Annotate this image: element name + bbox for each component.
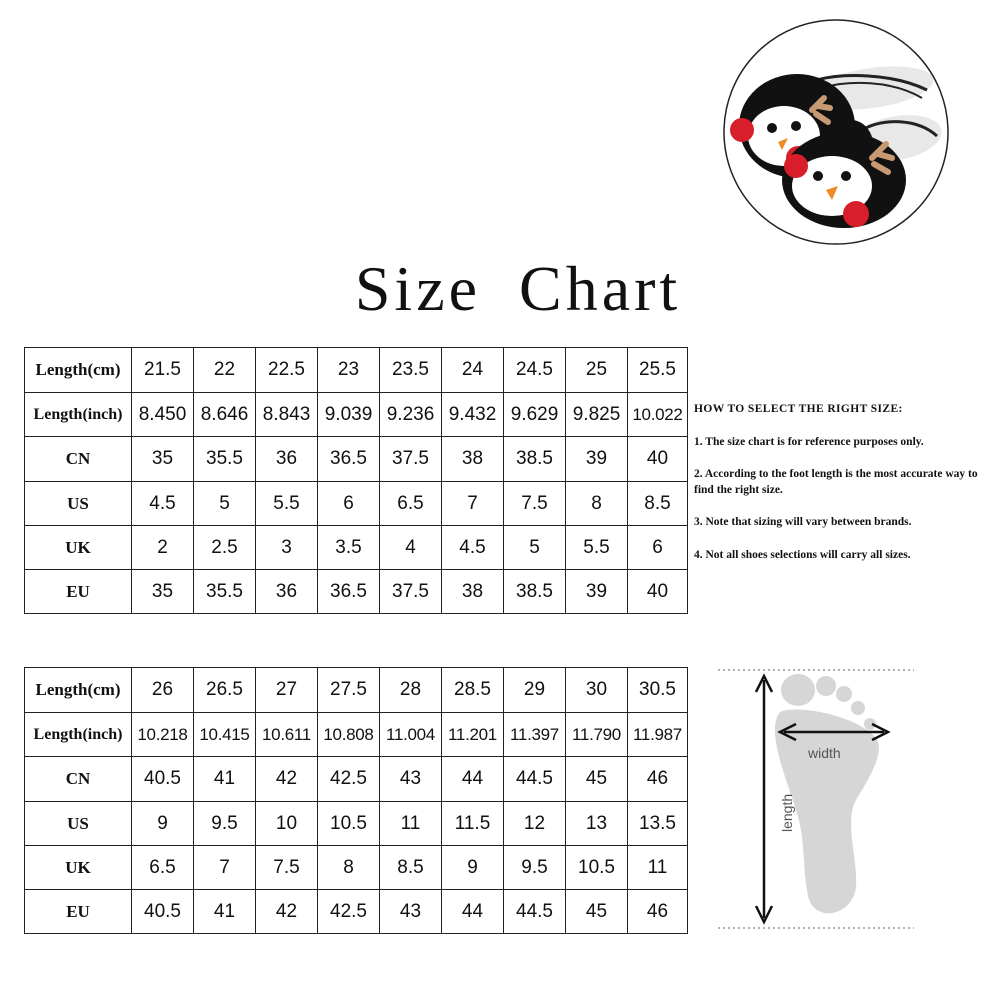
size-cell: 45 <box>566 890 628 934</box>
size-cell: 40 <box>628 570 688 614</box>
size-cell: 40 <box>628 437 688 482</box>
size-cell: 11.790 <box>566 713 628 757</box>
size-cell: 8 <box>318 846 380 890</box>
size-cell: 42.5 <box>318 890 380 934</box>
size-cell: 24.5 <box>504 348 566 393</box>
length-arrow <box>756 676 772 922</box>
size-cell: 4.5 <box>132 482 194 526</box>
size-cell: 7.5 <box>256 846 318 890</box>
size-cell: 10.611 <box>256 713 318 757</box>
size-cell: 13 <box>566 802 628 846</box>
size-table-2 <box>24 667 688 934</box>
size-cell: 9 <box>132 802 194 846</box>
row-label: UK <box>25 526 132 570</box>
size-cell: 38.5 <box>504 437 566 482</box>
size-cell: 39 <box>566 570 628 614</box>
size-table-1 <box>24 347 688 614</box>
size-cell: 3 <box>256 526 318 570</box>
row-label: EU <box>25 570 132 614</box>
size-cell: 46 <box>628 757 688 802</box>
size-cell: 38 <box>442 437 504 482</box>
size-cell: 29 <box>504 668 566 713</box>
size-row <box>25 570 688 614</box>
size-row <box>25 757 688 802</box>
size-cell: 41 <box>194 890 256 934</box>
how-to-step-1: 1. The size chart is for reference purposes only. <box>694 435 924 448</box>
size-cell: 24 <box>442 348 504 393</box>
size-cell: 12 <box>504 802 566 846</box>
size-cell: 8.646 <box>194 393 256 437</box>
page-title: Size Chart <box>354 253 682 324</box>
size-cell: 3.5 <box>318 526 380 570</box>
size-cell: 44.5 <box>504 890 566 934</box>
size-cell: 11.5 <box>442 802 504 846</box>
how-to-select-section <box>694 402 1000 580</box>
size-cell: 46 <box>628 890 688 934</box>
size-cell: 44.5 <box>504 757 566 802</box>
size-cell: 9 <box>442 846 504 890</box>
size-cell: 9.825 <box>566 393 628 437</box>
width-label: width <box>808 745 841 761</box>
size-cell: 38 <box>442 570 504 614</box>
size-cell: 7 <box>194 846 256 890</box>
size-cell: 6.5 <box>380 482 442 526</box>
size-cell: 42 <box>256 757 318 802</box>
size-cell: 22.5 <box>256 348 318 393</box>
size-cell: 36.5 <box>318 437 380 482</box>
size-cell: 21.5 <box>132 348 194 393</box>
size-cell: 11.397 <box>504 713 566 757</box>
size-cell: 45 <box>566 757 628 802</box>
size-cell: 35 <box>132 437 194 482</box>
size-cell: 35.5 <box>194 570 256 614</box>
size-cell: 26 <box>132 668 194 713</box>
row-label: US <box>25 802 132 846</box>
size-cell: 25.5 <box>628 348 688 393</box>
size-cell: 9.236 <box>380 393 442 437</box>
size-cell: 9.039 <box>318 393 380 437</box>
size-cell: 11.201 <box>442 713 504 757</box>
size-cell: 11 <box>380 802 442 846</box>
size-cell: 8.843 <box>256 393 318 437</box>
size-cell: 10 <box>256 802 318 846</box>
size-row <box>25 846 688 890</box>
row-label: UK <box>25 846 132 890</box>
size-cell: 10.415 <box>194 713 256 757</box>
size-cell: 36 <box>256 570 318 614</box>
size-cell: 40.5 <box>132 890 194 934</box>
product-photo <box>722 18 950 246</box>
foot-measurement-diagram <box>718 660 918 932</box>
size-cell: 22 <box>194 348 256 393</box>
row-label: Length(inch) <box>25 393 132 437</box>
size-cell: 4 <box>380 526 442 570</box>
row-label: CN <box>25 437 132 482</box>
size-cell: 8 <box>566 482 628 526</box>
size-cell: 8.5 <box>380 846 442 890</box>
size-cell: 40.5 <box>132 757 194 802</box>
size-cell: 35 <box>132 570 194 614</box>
size-cell: 43 <box>380 890 442 934</box>
foot-icon <box>775 674 879 913</box>
size-cell: 44 <box>442 890 504 934</box>
size-cell: 27.5 <box>318 668 380 713</box>
size-cell: 28 <box>380 668 442 713</box>
size-cell: 10.022 <box>628 393 688 437</box>
size-cell: 30.5 <box>628 668 688 713</box>
size-cell: 10.5 <box>566 846 628 890</box>
size-cell: 9.432 <box>442 393 504 437</box>
size-cell: 36.5 <box>318 570 380 614</box>
size-cell: 5 <box>504 526 566 570</box>
how-to-step-2: 2. According to the foot length is the most accurate way to find the right size. <box>694 468 978 496</box>
size-cell: 11 <box>628 846 688 890</box>
size-cell: 10.808 <box>318 713 380 757</box>
size-row <box>25 482 688 526</box>
size-cell: 28.5 <box>442 668 504 713</box>
size-row <box>25 348 688 393</box>
size-cell: 42 <box>256 890 318 934</box>
size-cell: 38.5 <box>504 570 566 614</box>
row-label: Length(cm) <box>25 668 132 713</box>
size-cell: 5 <box>194 482 256 526</box>
size-cell: 10.5 <box>318 802 380 846</box>
size-cell: 25 <box>566 348 628 393</box>
size-cell: 11.987 <box>628 713 688 757</box>
size-cell: 37.5 <box>380 437 442 482</box>
size-cell: 26.5 <box>194 668 256 713</box>
size-row <box>25 437 688 482</box>
row-label: Length(inch) <box>25 713 132 757</box>
size-cell: 5.5 <box>256 482 318 526</box>
size-cell: 35.5 <box>194 437 256 482</box>
size-cell: 9.5 <box>194 802 256 846</box>
size-cell: 23.5 <box>380 348 442 393</box>
size-row <box>25 802 688 846</box>
size-cell: 9.629 <box>504 393 566 437</box>
size-cell: 37.5 <box>380 570 442 614</box>
size-row <box>25 393 688 437</box>
size-cell: 7 <box>442 482 504 526</box>
size-cell: 9.5 <box>504 846 566 890</box>
row-label: US <box>25 482 132 526</box>
size-cell: 42.5 <box>318 757 380 802</box>
size-cell: 44 <box>442 757 504 802</box>
how-to-step-3: 3. Note that sizing will vary between brands. <box>694 516 912 529</box>
size-cell: 11.004 <box>380 713 442 757</box>
size-row <box>25 890 688 934</box>
size-cell: 13.5 <box>628 802 688 846</box>
how-to-step-4: 4. Not all shoes selections will carry all sizes. <box>694 548 911 561</box>
size-cell: 6.5 <box>132 846 194 890</box>
size-cell: 2 <box>132 526 194 570</box>
row-label: EU <box>25 890 132 934</box>
size-row <box>25 526 688 570</box>
size-row <box>25 713 688 757</box>
size-cell: 27 <box>256 668 318 713</box>
size-cell: 8.5 <box>628 482 688 526</box>
size-cell: 10.218 <box>132 713 194 757</box>
size-cell: 6 <box>318 482 380 526</box>
length-label: length <box>779 793 795 832</box>
size-cell: 6 <box>628 526 688 570</box>
size-cell: 7.5 <box>504 482 566 526</box>
row-label: Length(cm) <box>25 348 132 393</box>
size-cell: 23 <box>318 348 380 393</box>
size-cell: 39 <box>566 437 628 482</box>
size-cell: 41 <box>194 757 256 802</box>
size-cell: 5.5 <box>566 526 628 570</box>
size-cell: 4.5 <box>442 526 504 570</box>
size-cell: 36 <box>256 437 318 482</box>
size-cell: 30 <box>566 668 628 713</box>
row-label: CN <box>25 757 132 802</box>
size-cell: 2.5 <box>194 526 256 570</box>
how-to-title: HOW TO SELECT THE RIGHT SIZE: <box>694 403 903 415</box>
size-row <box>25 668 688 713</box>
size-cell: 43 <box>380 757 442 802</box>
size-cell: 8.450 <box>132 393 194 437</box>
